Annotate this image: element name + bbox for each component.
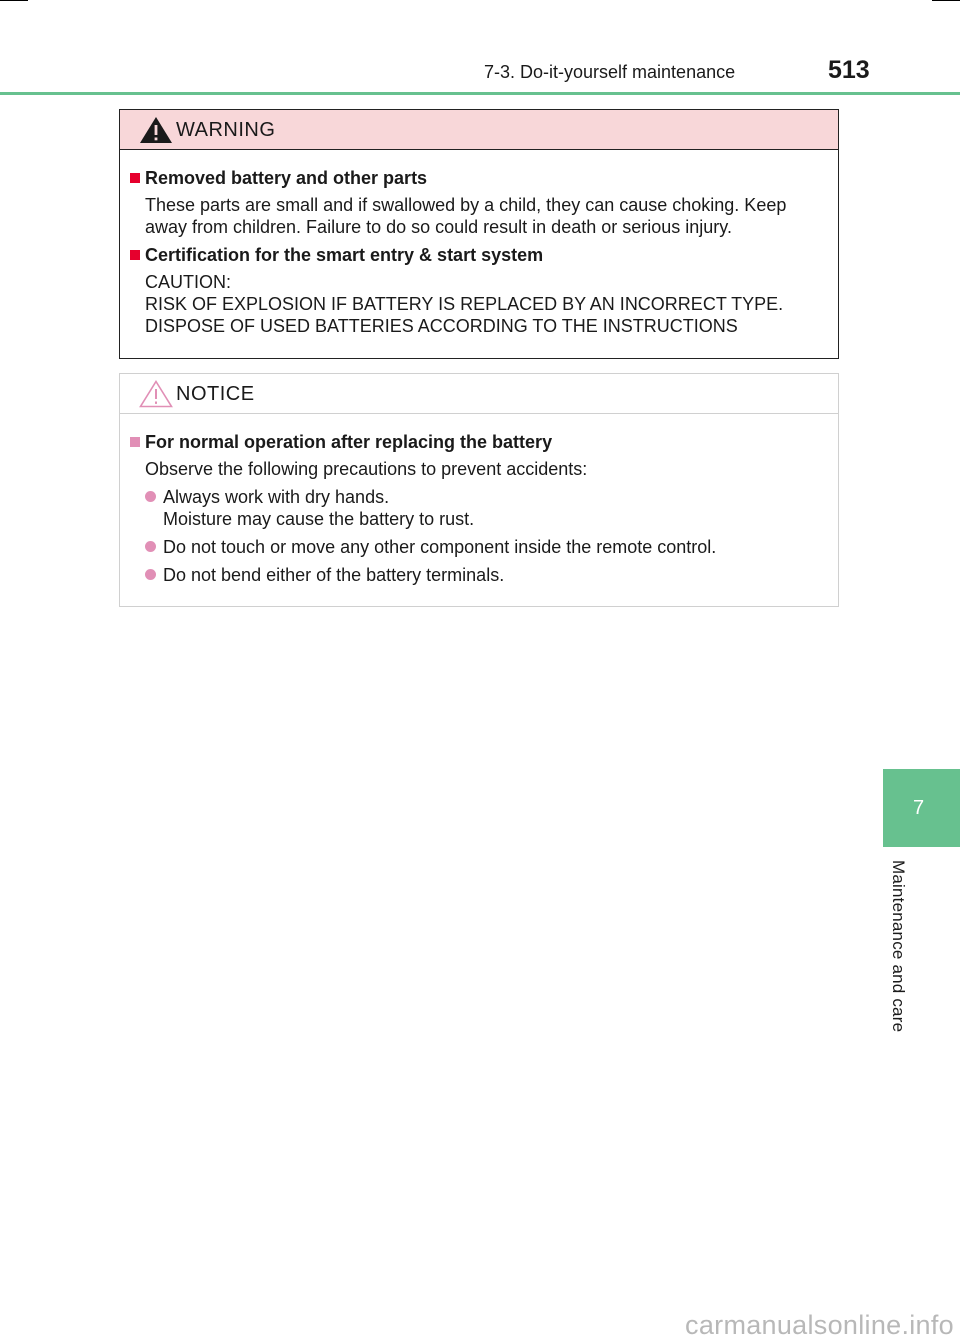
bullet-dot-icon	[145, 491, 156, 502]
page-number: 513	[828, 56, 870, 84]
bullet-text	[163, 486, 474, 530]
warning-box	[119, 109, 839, 359]
heading-text: Removed battery and other parts	[145, 168, 428, 188]
caution-line: RISK OF EXPLOSION IF BATTERY IS REPLACED BY AN INCORRECT TYPE.	[145, 294, 784, 314]
warning-body	[120, 150, 838, 337]
notice-item-heading	[130, 430, 826, 454]
bullet-dot-icon	[145, 541, 156, 552]
warning-item-heading	[130, 166, 826, 190]
notice-header	[120, 374, 838, 414]
caution-line: CAUTION:	[145, 272, 232, 292]
bullet-line: Moisture may cause the battery to rust.	[163, 509, 475, 529]
warning-triangle-icon	[138, 115, 174, 145]
warning-title: WARNING	[176, 119, 276, 141]
red-square-icon	[130, 250, 140, 260]
caution-line: DISPOSE OF USED BATTERIES ACCORDING TO THE INSTRUCTIONS	[145, 316, 738, 336]
warning-header	[120, 110, 838, 150]
crop-mark-left	[0, 0, 28, 1]
heading-text: For normal operation after replacing the battery	[145, 432, 553, 452]
bullet-dot-icon	[145, 569, 156, 580]
notice-intro: Observe the following precautions to prevent accidents:	[145, 459, 588, 479]
bullet-line: Always work with dry hands.	[163, 487, 390, 507]
warning-item-text: These parts are small and if swallowed by a child, they can cause choking. Keep away from children. Failure to do so could result in death or serious injury.	[145, 195, 787, 237]
pink-square-icon	[130, 437, 140, 447]
red-square-icon	[130, 173, 140, 183]
list-item	[130, 486, 826, 530]
crop-mark-right	[932, 0, 960, 1]
list-item	[130, 536, 826, 558]
bullet-text: Do not touch or move any other component inside the remote control.	[163, 537, 717, 557]
notice-box	[119, 373, 839, 607]
chapter-tab: 7	[883, 769, 960, 847]
notice-triangle-icon	[138, 379, 174, 409]
notice-title: NOTICE	[176, 383, 255, 405]
warning-item-heading	[130, 243, 826, 267]
heading-text: Certification for the smart entry & start system	[145, 245, 544, 265]
header-rule	[0, 92, 960, 95]
watermark: carmanualsonline.info	[685, 1310, 954, 1340]
bullet-text: Do not bend either of the battery terminals.	[163, 565, 505, 585]
chapter-label: Maintenance and care	[889, 860, 908, 1033]
notice-body	[120, 414, 838, 586]
section-title: 7-3. Do-it-yourself maintenance	[484, 62, 736, 82]
warning-item-text	[130, 271, 826, 337]
list-item	[130, 564, 826, 586]
